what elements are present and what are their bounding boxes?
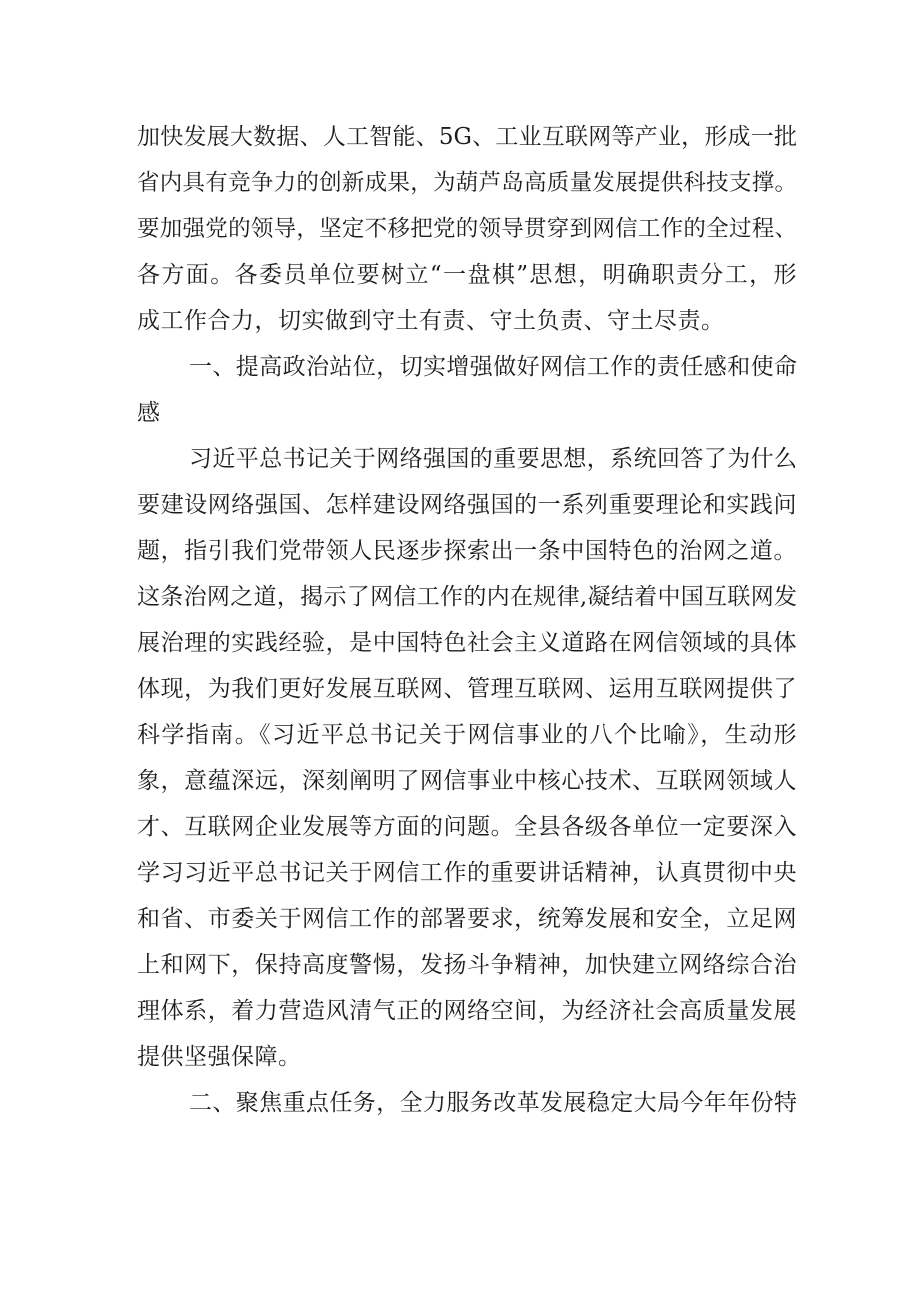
document-body: [137, 114, 797, 1126]
text-line: 加快发展大数据、人工智能、5G、工业互联网等产业，形成一批: [137, 124, 797, 150]
text-line: 象，意蕴深远，深刻阐明了网信事业中核心技术、互联网领域人: [137, 768, 797, 794]
heading-line: 感: [137, 400, 161, 426]
section-heading-one: [137, 344, 797, 436]
heading-line: 二、聚焦重点任务，全力服务改革发展稳定大局今年年份特: [189, 1090, 797, 1116]
text-line: 提供坚强保障。: [137, 1044, 302, 1070]
text-line: 这条治网之道，揭示了网信工作的内在规律,凝结着中国互联网发: [137, 584, 797, 610]
text-line: 才、互联网企业发展等方面的问题。全县各级各单位一定要深入: [137, 814, 797, 840]
text-line: 学习习近平总书记关于网信工作的重要讲话精神，认真贯彻中央: [137, 860, 797, 886]
section-heading-two: [137, 1080, 797, 1126]
heading-line: 一、提高政治站位，切实增强做好网信工作的责任感和使命: [189, 354, 797, 380]
paragraph-body-one: [137, 436, 797, 1080]
text-line: 理体系，着力营造风清气正的网络空间，为经济社会高质量发展: [137, 998, 797, 1024]
text-line: 题，指引我们党带领人民逐步探索出一条中国特色的治网之道。: [137, 538, 797, 564]
text-line: 要加强党的领导，坚定不移把党的领导贯穿到网信工作的全过程、: [137, 216, 797, 242]
text-line: 上和网下，保持高度警惕，发扬斗争精神，加快建立网络综合治: [137, 952, 797, 978]
text-line: 省内具有竞争力的创新成果，为葫芦岛高质量发展提供科技支撑。: [137, 170, 797, 196]
text-line: 体现，为我们更好发展互联网、管理互联网、运用互联网提供了: [137, 676, 797, 702]
paragraph-intro-continuation: [137, 114, 797, 344]
text-line: 成工作合力，切实做到守土有责、守土负责、守土尽责。: [137, 308, 725, 334]
text-line: 科学指南。《习近平总书记关于网信事业的八个比喻》，生动形: [137, 722, 797, 748]
text-line: 和省、市委关于网信工作的部署要求，统筹发展和安全，立足网: [137, 906, 797, 932]
text-line: 各方面。各委员单位要树立“一盘棋”思想，明确职责分工，形: [137, 262, 797, 288]
text-line: 习近平总书记关于网络强国的重要思想，系统回答了为什么: [189, 446, 797, 472]
text-line: 展治理的实践经验，是中国特色社会主义道路在网信领域的具体: [137, 630, 797, 656]
text-line: 要建设网络强国、怎样建设网络强国的一系列重要理论和实践问: [137, 492, 797, 518]
